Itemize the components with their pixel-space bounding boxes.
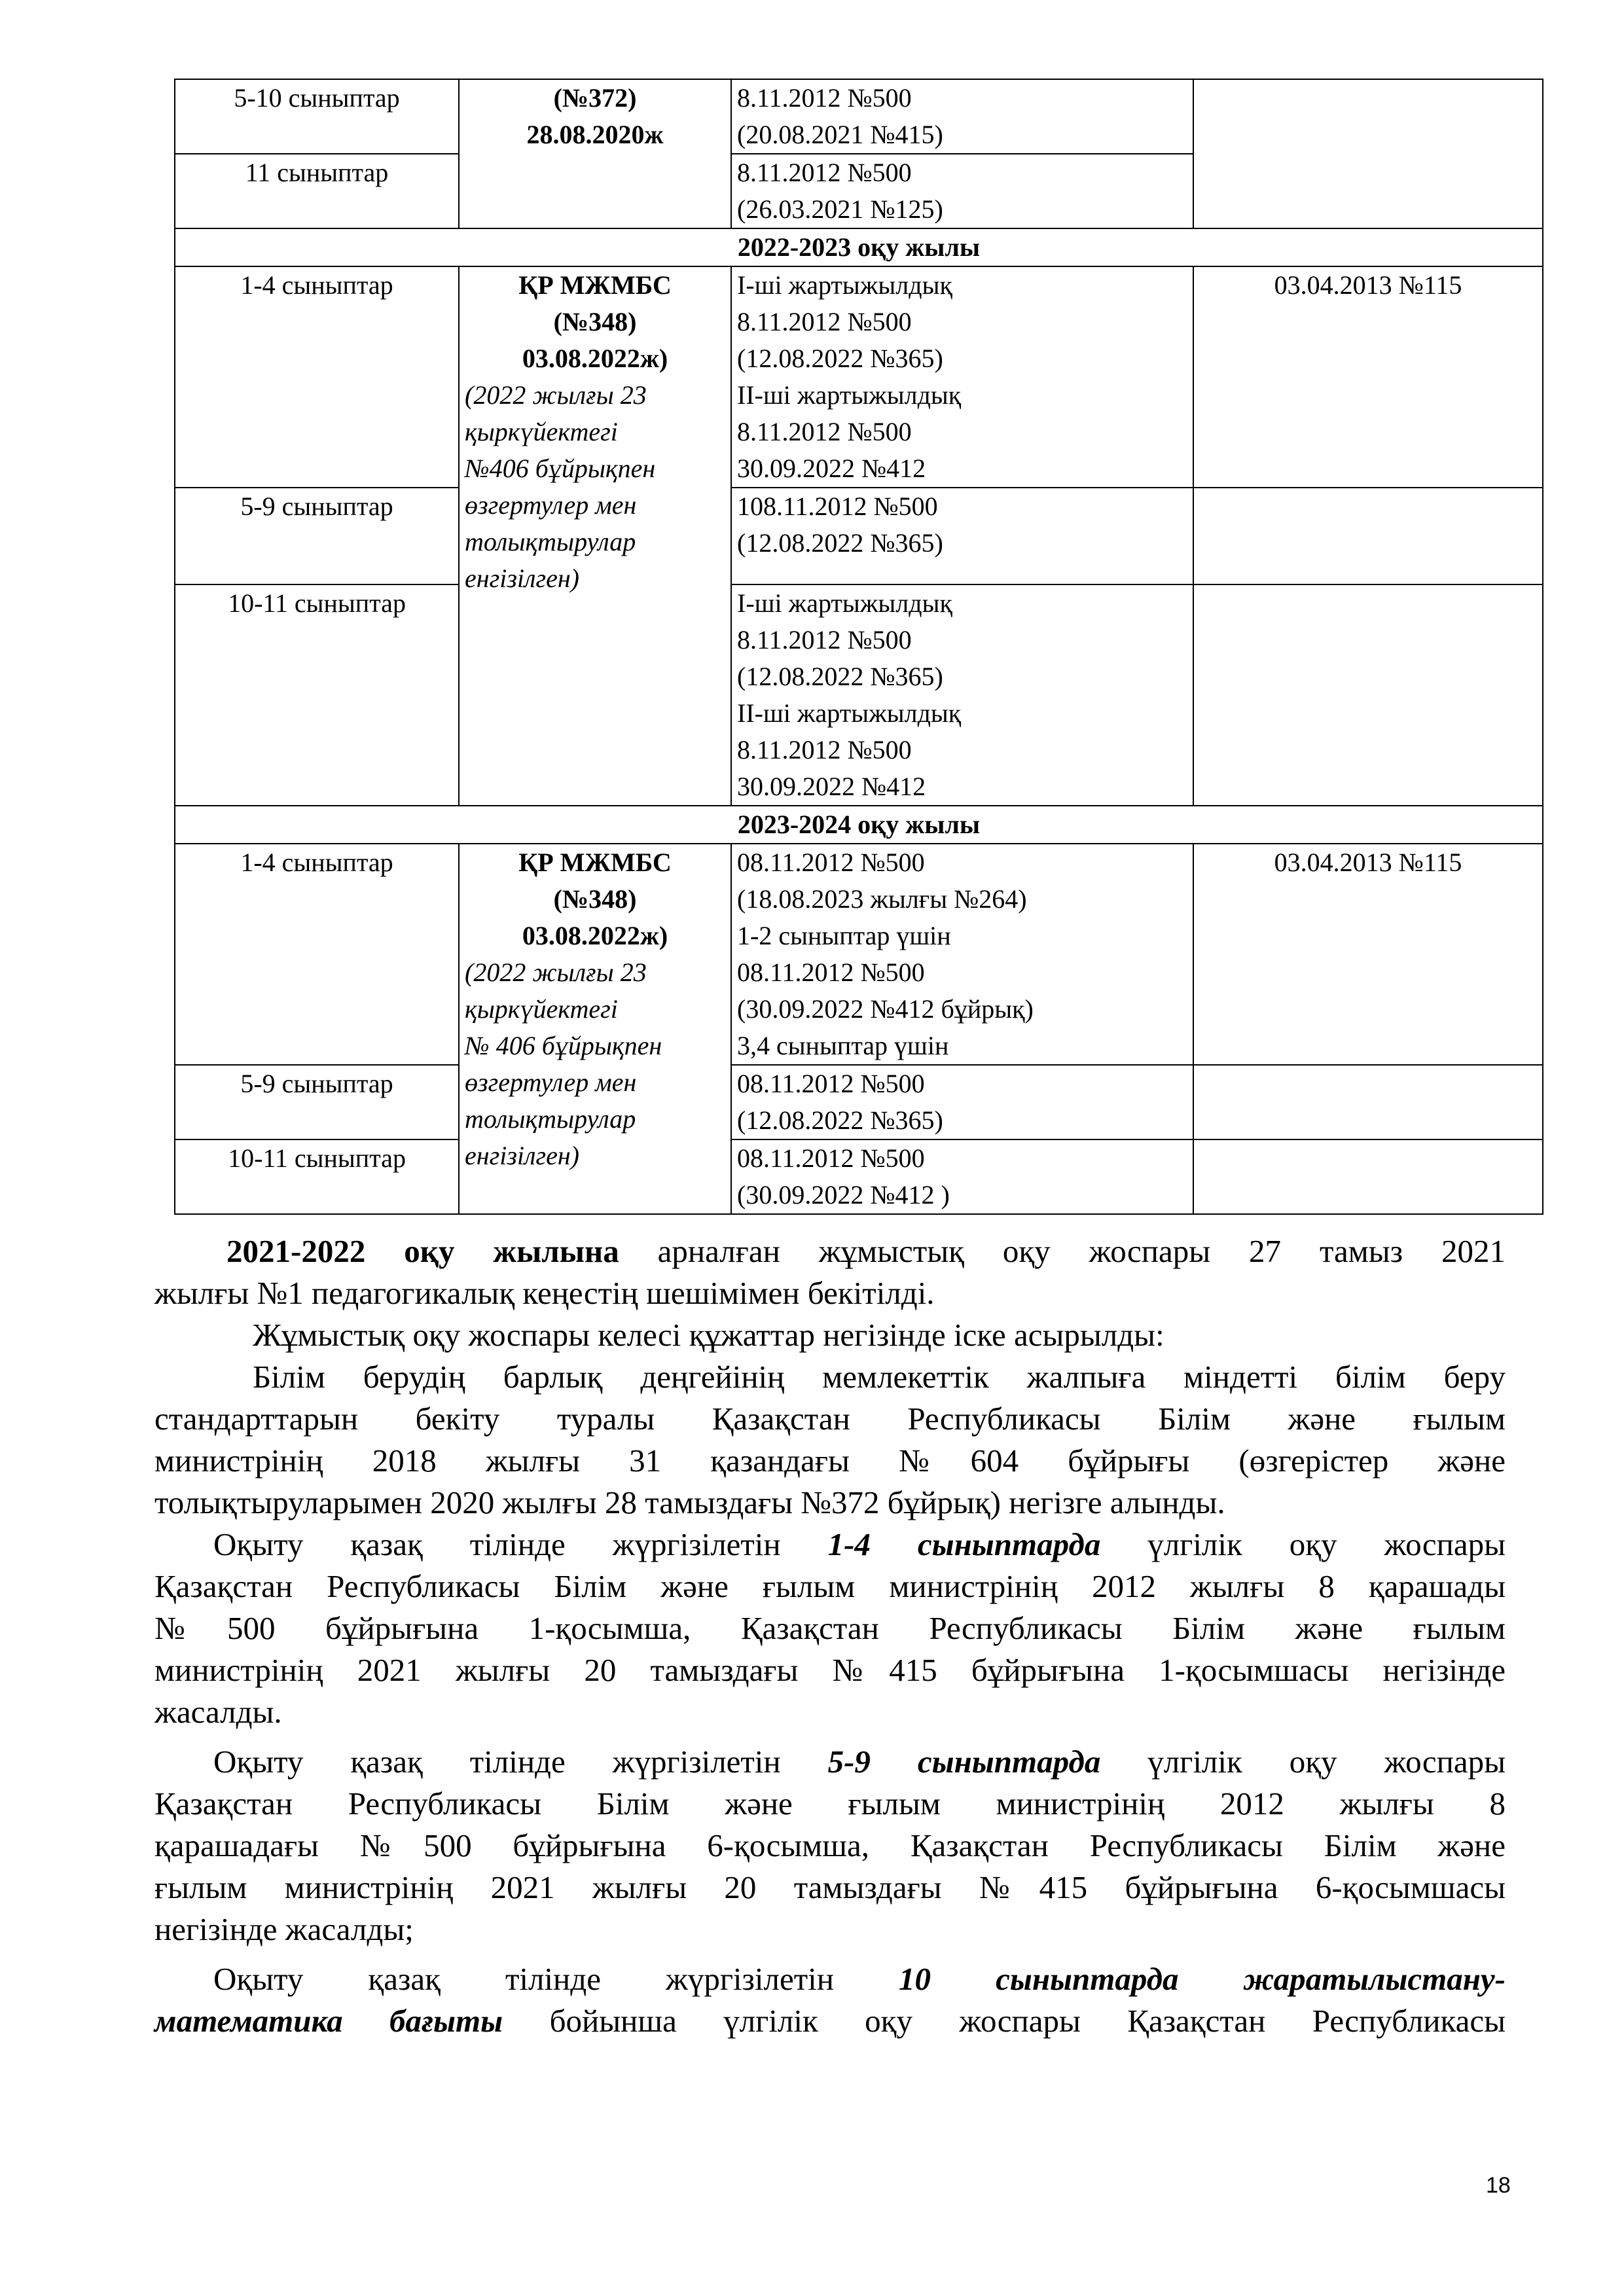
note-line: №406 бұйрықпен: [465, 454, 656, 483]
paragraph-line: Қазақстан Республикасы Білім және ғылым министрінің 2012 жылғы 8: [154, 1785, 1506, 1821]
line-text: Оқыту қазақ тілінде жүргізілетін: [213, 1744, 828, 1780]
docs-cell: [731, 266, 1193, 488]
paragraph-line: стандарттарын бекіту туралы Қазақстан Республикасы Білім және ғылым: [154, 1401, 1506, 1437]
paragraph-line: [154, 1958, 1506, 2000]
class-cell: 5-9 сыныптар: [175, 1065, 459, 1139]
doc-line: 30.09.2022 №412: [737, 772, 926, 801]
order-line: ҚР МЖМБС: [518, 848, 672, 877]
doc-line: (12.08.2022 №365): [737, 528, 943, 558]
order-cell: [459, 266, 731, 806]
doc-line: (20.08.2021 №415): [737, 120, 943, 149]
doc-line: (26.03.2021 №125): [737, 194, 943, 224]
date-cell: [1193, 584, 1543, 806]
class-cell: 1-4 сыныптар: [175, 266, 459, 488]
paragraph-line: толықтыруларымен 2020 жылғы 28 тамыздағы №372 бұйрық) негізге алынды.: [154, 1484, 1225, 1520]
class-cell: 5-9 сыныптар: [175, 488, 459, 584]
paragraph-line: қарашадағы №500 бұйрығына 6-қосымша, Қазақстан Республикасы Білім және: [154, 1827, 1506, 1863]
emphasis-text: 5-9 сыныптарда: [827, 1744, 1101, 1780]
doc-line: 108.11.2012 №500: [737, 492, 938, 521]
paragraph-line: негізінде жасалды;: [154, 1911, 414, 1947]
note-line: (2022 жылғы 23: [465, 380, 647, 410]
date-cell: [1193, 1065, 1543, 1139]
table-row: [175, 79, 1543, 154]
date-cell: [1193, 488, 1543, 584]
note-line: толықтырулар: [465, 1104, 636, 1134]
doc-line: 8.11.2012 №500: [737, 83, 912, 113]
doc-line: 1-2 сыныптар үшін: [737, 921, 951, 950]
year-heading: 2022-2023 оқу жылы: [175, 228, 1543, 266]
order-line: (№372): [553, 83, 637, 113]
doc-line: 8.11.2012 №500: [737, 625, 912, 655]
doc-line: І-ші жартыжылдық: [737, 588, 952, 618]
line-text: бойынша үлгілік оқу жоспары Қазақстан Республикасы: [503, 2003, 1506, 2039]
order-line: 03.08.2022ж): [522, 921, 668, 950]
paragraph-line: [154, 1741, 1506, 1783]
date-cell: 03.04.2013 №115: [1193, 844, 1543, 1065]
class-cell: 5-10 сыныптар: [175, 79, 459, 154]
docs-cell: [731, 79, 1193, 154]
order-line: ҚР МЖМБС: [518, 270, 672, 300]
docs-cell: [731, 1139, 1193, 1214]
table-row: [175, 1065, 1543, 1139]
note-line: өзгертулер мен: [465, 1067, 637, 1097]
doc-line: 8.11.2012 №500: [737, 417, 912, 446]
note-line: қыркүйектегі: [465, 994, 618, 1024]
doc-line: (30.09.2022 №412 бұйрық): [737, 994, 1034, 1024]
docs-cell: [731, 584, 1193, 806]
doc-line: 08.11.2012 №500: [737, 1069, 925, 1098]
docs-cell: [731, 1065, 1193, 1139]
table-row: [175, 844, 1543, 1065]
note-line: өзгертулер мен: [465, 490, 637, 520]
docs-cell: [731, 844, 1193, 1065]
date-cell: 03.04.2013 №115: [1193, 266, 1543, 488]
order-line: 03.08.2022ж): [522, 344, 668, 373]
paragraph-line: [154, 2000, 1506, 2042]
table-row: [175, 266, 1543, 488]
class-cell: 10-11 сыныптар: [175, 584, 459, 806]
doc-line: І-ші жартыжылдық: [737, 270, 952, 300]
note-line: енгізілген): [465, 564, 579, 593]
note-line: енгізілген): [465, 1141, 579, 1170]
paragraph-line: ғылым министрінің 2021 жылғы 20 тамыздағы №415 бұйрығына 6-қосымшасы: [154, 1869, 1506, 1905]
doc-line: ІІ-ші жартыжылдық: [737, 380, 962, 410]
paragraph-line: №500 бұйрығына 1-қосымша, Қазақстан Республикасы Білім және ғылым: [154, 1610, 1506, 1646]
date-cell: [1193, 1139, 1543, 1214]
note-line: қыркүйектегі: [465, 417, 618, 446]
paragraph-line: министрінің 2021 жылғы 20 тамыздағы №415 бұйрығына 1-қосымшасы негізінде: [154, 1652, 1506, 1688]
table-row: [175, 584, 1543, 806]
order-line: (№348): [553, 307, 637, 336]
paragraph-line: [154, 1524, 1506, 1566]
doc-line: 08.11.2012 №500: [737, 958, 925, 987]
line-text: Оқыту қазақ тілінде жүргізілетін: [213, 1526, 828, 1562]
year-heading: 2023-2024 оқу жылы: [175, 806, 1543, 844]
line-text: үлгілік оқу жоспары: [1100, 1526, 1506, 1562]
body-text: [154, 1230, 1506, 2042]
doc-line: (12.08.2022 №365): [737, 344, 943, 373]
doc-line: 08.11.2012 №500: [737, 848, 925, 877]
year-row: [175, 806, 1543, 844]
line-text: арналған жұмыстық оқу жоспары 27 тамыз 2021: [619, 1233, 1506, 1269]
docs-cell: [731, 488, 1193, 584]
paragraph-line: жылғы №1 педагогикалық кеңестің шешімімен бекітілді.: [154, 1275, 935, 1311]
doc-line: 3,4 сыныптар үшін: [737, 1031, 949, 1060]
doc-line: 8.11.2012 №500: [737, 735, 912, 764]
emphasis-text: 1-4 сыныптарда: [827, 1526, 1101, 1562]
doc-line: 8.11.2012 №500: [737, 307, 912, 336]
order-note: [465, 954, 725, 1174]
order-note: [465, 377, 725, 597]
table-row: [175, 488, 1543, 584]
emphasis-text: 10 сыныптарда жаратылыстану-: [899, 1961, 1506, 1997]
note-line: № 406 бұйрықпен: [465, 1031, 662, 1060]
doc-line: 30.09.2022 №412: [737, 454, 926, 483]
docs-cell: [731, 154, 1193, 228]
line-text: үлгілік оқу жоспары: [1100, 1744, 1506, 1780]
table-row: [175, 1139, 1543, 1214]
page-number: 18: [1486, 2173, 1511, 2198]
order-cell: [459, 79, 731, 228]
emphasis-text: математика бағыты: [154, 2003, 503, 2039]
doc-line: (12.08.2022 №365): [737, 662, 943, 691]
class-cell: 1-4 сыныптар: [175, 844, 459, 1065]
doc-line: (12.08.2022 №365): [737, 1105, 943, 1135]
doc-line: 08.11.2012 №500: [737, 1143, 925, 1173]
doc-line: ІІ-ші жартыжылдық: [737, 698, 962, 728]
class-cell: 10-11 сыныптар: [175, 1139, 459, 1214]
note-line: толықтырулар: [465, 527, 636, 556]
paragraph-line: Қазақстан Республикасы Білім және ғылым министрінің 2012 жылғы 8 қарашады: [154, 1568, 1506, 1604]
date-cell: [1193, 79, 1543, 228]
paragraph-line: Жұмыстық оқу жоспары келесі құжаттар негізінде іске асырылды:: [253, 1317, 1164, 1353]
paragraph-line: жасалды.: [154, 1694, 282, 1730]
order-line: (№348): [553, 884, 637, 914]
line-text: Оқыту қазақ тілінде жүргізілетін: [213, 1961, 899, 1997]
curriculum-table: [174, 79, 1543, 1215]
emphasis-text: 2021-2022 оқу жылына: [226, 1233, 619, 1269]
doc-line: (30.09.2022 №412 ): [737, 1180, 950, 1210]
doc-line: (18.08.2023 жылғы №264): [737, 884, 1027, 914]
paragraph-line: [154, 1230, 1506, 1272]
order-cell: [459, 844, 731, 1214]
note-line: (2022 жылғы 23: [465, 958, 647, 987]
year-row: [175, 228, 1543, 266]
paragraph-line: министрінің 2018 жылғы 31 қазандағы №604 бұйрығы (өзгерістер және: [154, 1443, 1506, 1479]
order-line: 28.08.2020ж: [526, 120, 664, 149]
class-cell: 11 сыныптар: [175, 154, 459, 228]
doc-line: 8.11.2012 №500: [737, 158, 912, 187]
paragraph-line: Білім берудің барлық деңгейінің мемлекеттік жалпыға міндетті білім беру: [253, 1359, 1506, 1395]
